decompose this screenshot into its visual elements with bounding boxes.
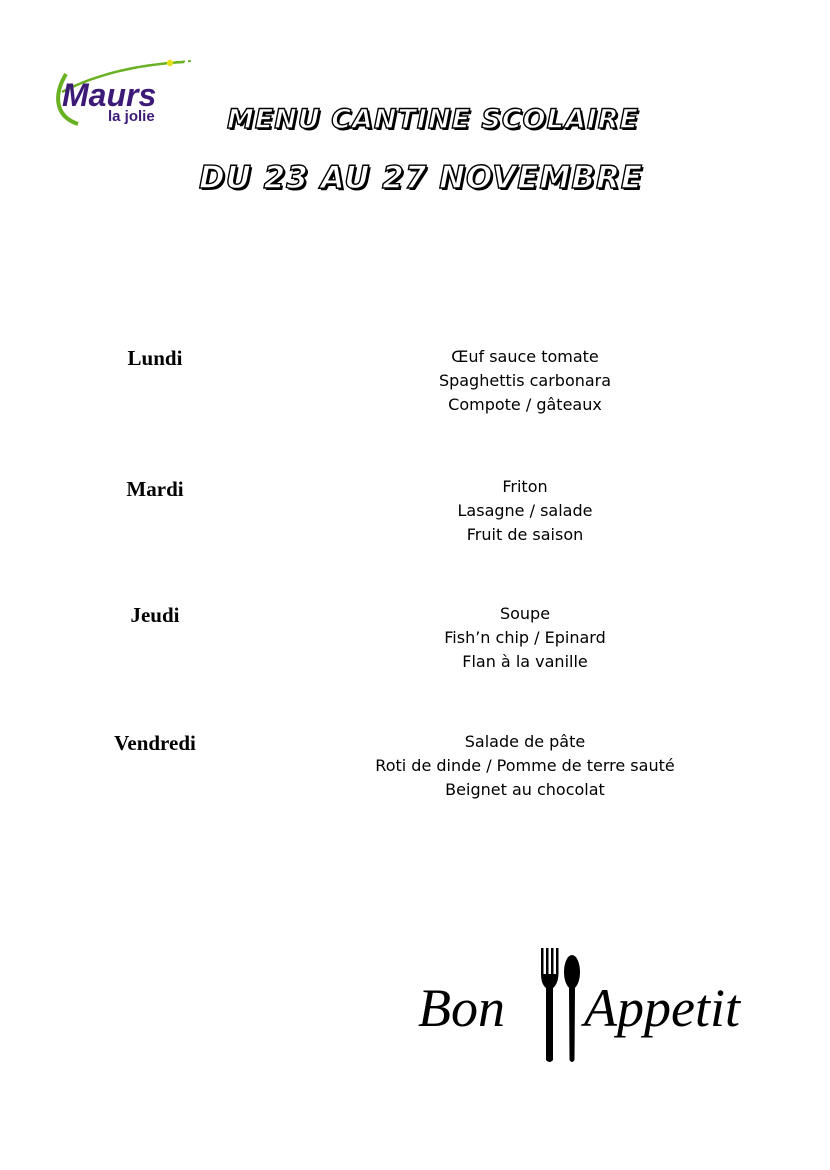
dishes-mardi (325, 475, 725, 547)
dish-item: Flan à la vanille (462, 652, 588, 671)
dishes-jeudi (325, 602, 725, 674)
spoon-icon (564, 955, 580, 1062)
dish-item: Fruit de saison (466, 525, 584, 544)
bon-appetit-signature (412, 944, 782, 1069)
day-label-vendredi: Vendredi (114, 731, 196, 755)
day-label-jeudi: Jeudi (130, 603, 180, 627)
menu-dates: DU 23 AU 27 NOVEMBRE (198, 160, 643, 196)
dish-item: Spaghettis carbonara (438, 371, 612, 390)
dish-item: Œuf sauce tomate (451, 347, 599, 366)
dish-item: Lasagne / salade (457, 501, 593, 520)
dish-item: Beignet au chocolat (445, 780, 605, 799)
fork-icon (541, 948, 559, 1062)
svg-text:Bon: Bon (418, 978, 505, 1038)
svg-text:Maurs: Maurs (62, 77, 157, 113)
dish-item: Compote / gâteaux (448, 395, 602, 414)
menu-title: MENU CANTINE SCOLAIRE (226, 104, 640, 135)
dish-item: Fish’n chip / Epinard (444, 628, 606, 647)
dishes-lundi (325, 345, 725, 417)
dishes-vendredi (325, 730, 725, 802)
svg-text:Appetit: Appetit (584, 978, 740, 1038)
svg-text:la jolie: la jolie (108, 108, 155, 125)
day-label-mardi: Mardi (126, 477, 184, 501)
dish-item: Soupe (499, 604, 551, 623)
dish-item: Roti de dinde / Pomme de terre sauté (375, 756, 675, 775)
dish-item: Salade de pâte (464, 732, 586, 751)
dish-item: Friton (502, 477, 548, 496)
day-label-lundi: Lundi (127, 346, 183, 370)
